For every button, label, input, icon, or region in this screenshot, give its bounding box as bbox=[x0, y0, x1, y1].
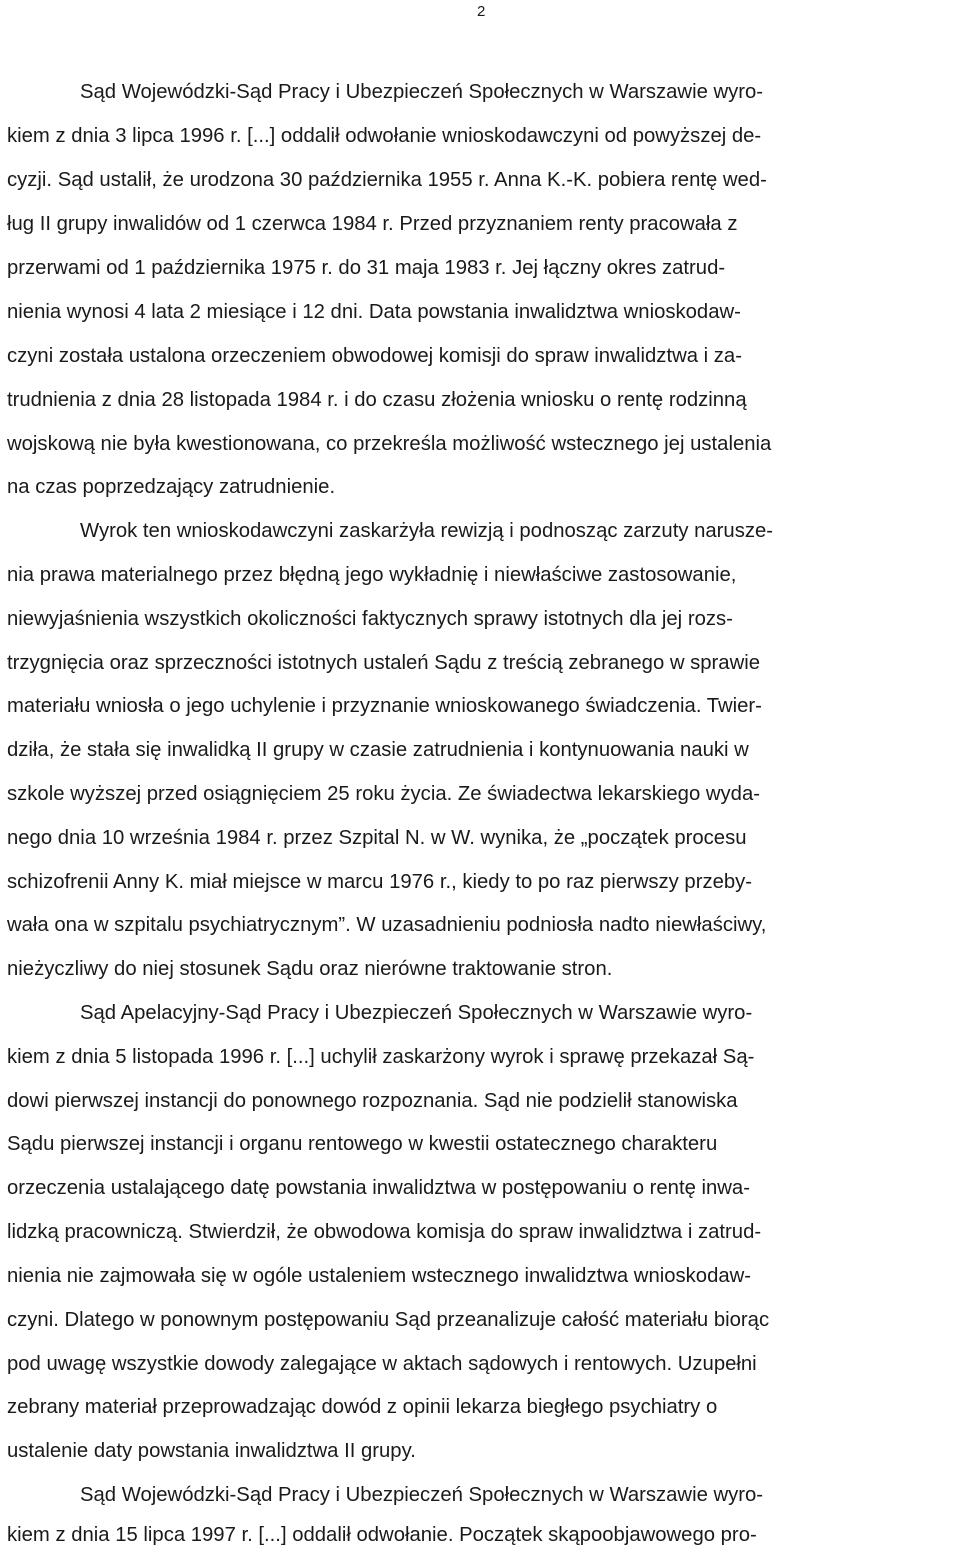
text-line: przerwami od 1 października 1975 r. do 31 maja 1983 r. Jej łączny okres zatrud- bbox=[7, 257, 726, 279]
text-line: lidzką pracowniczą. Stwierdził, że obwodowa komisja do spraw inwalidztwa i zatrud- bbox=[7, 1221, 762, 1243]
text-line: kiem z dnia 15 lipca 1997 r. [...] oddalił odwołanie. Początek skąpoobjawowego pro- bbox=[7, 1524, 757, 1546]
text-line: schizofrenii Anny K. miał miejsce w marcu 1976 r., kiedy to po raz pierwszy przeby- bbox=[7, 871, 753, 893]
text-line: Sąd Apelacyjny-Sąd Pracy i Ubezpieczeń Społecznych w Warszawie wyro- bbox=[80, 1002, 753, 1024]
text-line: wała ona w szpitalu psychiatrycznym”. W uzasadnieniu podniosła nadto niewłaściwy, bbox=[7, 914, 767, 936]
text-line: dziła, że stała się inwalidką II grupy w czasie zatrudnienia i kontynuowania nauki w bbox=[7, 739, 749, 761]
text-line: czyni. Dlatego w ponownym postępowaniu Sąd przeanalizuje całość materiału biorąc bbox=[7, 1309, 770, 1331]
text-line: nieżyczliwy do niej stosunek Sądu oraz nierówne traktowanie stron. bbox=[7, 958, 613, 980]
text-line: Sąd Wojewódzki-Sąd Pracy i Ubezpieczeń Społecznych w Warszawie wyro- bbox=[80, 1484, 764, 1506]
text-line: Wyrok ten wnioskodawczyni zaskarżyła rewizją i podnosząc zarzuty narusze- bbox=[80, 520, 774, 542]
text-line: nia prawa materialnego przez błędną jego wykładnię i niewłaściwe zastosowanie, bbox=[7, 564, 737, 586]
text-line: na czas poprzedzający zatrudnienie. bbox=[7, 476, 336, 498]
text-line: nego dnia 10 września 1984 r. przez Szpital N. w W. wynika, że „początek procesu bbox=[7, 827, 747, 849]
text-line: dowi pierwszej instancji do ponownego rozpoznania. Sąd nie podzielił stanowiska bbox=[7, 1090, 738, 1112]
text-line: materiału wniosła o jego uchylenie i przyznanie wnioskowanego świadczenia. Twier- bbox=[7, 695, 762, 717]
text-line: kiem z dnia 3 lipca 1996 r. [...] oddalił odwołanie wnioskodawczyni od powyższej de- bbox=[7, 125, 762, 147]
text-line: ustalenie daty powstania inwalidztwa II grupy. bbox=[7, 1440, 416, 1462]
text-line: orzeczenia ustalającego datę powstania inwalidztwa w postępowaniu o rentę inwa- bbox=[7, 1177, 750, 1199]
text-line: zebrany materiał przeprowadzając dowód z opinii lekarza biegłego psychiatry o bbox=[7, 1396, 718, 1418]
text-line: ług II grupy inwalidów od 1 czerwca 1984 r. Przed przyznaniem renty pracowała z bbox=[7, 213, 738, 235]
text-line: niewyjaśnienia wszystkich okoliczności faktycznych sprawy istotnych dla jej rozs- bbox=[7, 608, 733, 630]
text-line: trudnienia z dnia 28 listopada 1984 r. i do czasu złożenia wniosku o rentę rodzinną bbox=[7, 389, 747, 411]
text-line: Sądu pierwszej instancji i organu rentowego w kwestii ostatecznego charakteru bbox=[7, 1133, 718, 1155]
text-line: wojskową nie była kwestionowana, co przekreśla możliwość wstecznego jej ustalenia bbox=[7, 433, 772, 455]
text-line: Sąd Wojewódzki-Sąd Pracy i Ubezpieczeń Społecznych w Warszawie wyro- bbox=[80, 81, 764, 103]
text-line: czyni została ustalona orzeczeniem obwodowej komisji do spraw inwalidztwa i za- bbox=[7, 345, 742, 367]
text-line: kiem z dnia 5 listopada 1996 r. [...] uchylił zaskarżony wyrok i sprawę przekazał Są- bbox=[7, 1046, 755, 1068]
text-line: nienia wynosi 4 lata 2 miesiące i 12 dni. Data powstania inwalidztwa wnioskodaw- bbox=[7, 301, 741, 323]
text-line: szkole wyższej przed osiągnięciem 25 roku życia. Ze świadectwa lekarskiego wyda- bbox=[7, 783, 760, 805]
page-number: 2 bbox=[477, 3, 486, 20]
text-line: nienia nie zajmowała się w ogóle ustaleniem wstecznego inwalidztwa wnioskodaw- bbox=[7, 1265, 752, 1287]
text-line: trzygnięcia oraz sprzeczności istotnych ustaleń Sądu z treścią zebranego w sprawie bbox=[7, 652, 761, 674]
text-line: pod uwagę wszystkie dowody zalegające w aktach sądowych i rentowych. Uzupełni bbox=[7, 1353, 757, 1375]
text-line: cyzji. Sąd ustalił, że urodzona 30 października 1955 r. Anna K.-K. pobiera rentę wed- bbox=[7, 169, 767, 191]
